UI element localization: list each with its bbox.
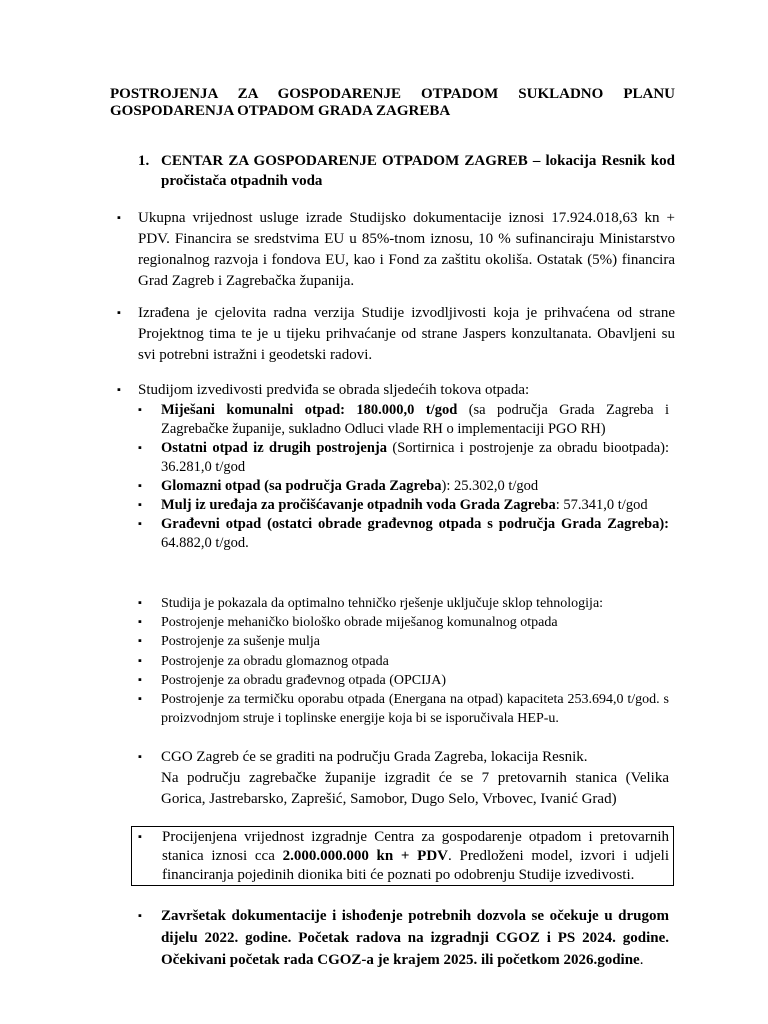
- list-item-text: Postrojenje za sušenje mulja: [161, 634, 321, 650]
- flow-name: Mulj iz uređaja za pročišćavanje otpadnih voda Grada Zagreba: [161, 497, 556, 513]
- paragraph-study-status: [117, 303, 675, 366]
- cgo-location: [138, 747, 669, 810]
- boxed-estimate-content: [138, 828, 669, 885]
- list-item: [138, 613, 669, 632]
- bullet-square-icon: ▪: [138, 831, 142, 843]
- bullet-square-icon: ▪: [138, 693, 142, 706]
- flow-detail: 64.882,0 t/god.: [161, 535, 249, 551]
- flow-detail: : 57.341,0 t/god: [555, 497, 648, 513]
- flow-name: Ostatni otpad iz drugih postrojenja: [161, 440, 387, 456]
- bullet-square-icon: ▪: [138, 518, 142, 530]
- list-item: [138, 747, 669, 810]
- list-item-text: Postrojenje za termičku oporabu otpada (Energana na otpad) kapaciteta 253.694,0 t/god. s proizvodnjom struje i toplinske energije koja bi se isporučivala HEP-u.: [161, 692, 669, 727]
- bullet-square-icon: ▪: [138, 751, 142, 763]
- paragraph-financing: [117, 208, 675, 292]
- paragraph-text: Ukupna vrijednost usluge izrade Studijsko dokumentacije iznosi 17.924.018,63 kn + PDV. Financira se sredstvima EU u 85%-tnom iznosu, 10 % sufinanciraju Ministarstvo regionalnog razvoja i fondova EU, kao i Fond za zaštitu okoliša. Ostatak (5%) financira Grad Zagreb i Zagrebačka županija.: [138, 210, 675, 289]
- bullet-square-icon: ▪: [138, 673, 142, 686]
- timeline-tail: .: [639, 952, 644, 968]
- timeline-bold: Završetak dokumentacije i ishođenje potrebnih dozvola se očekuje u drugom dijelu 2022. godine. Početak radova na izgradnji CGOZ i PS 2024. godine. Očekivani početak rada CGOZ-a je krajem 2025. ili početkom 2026.godine: [161, 908, 669, 968]
- bullet-square-icon: ▪: [138, 635, 142, 648]
- list-item: [138, 690, 669, 728]
- bullet-square-icon: ▪: [117, 212, 121, 224]
- list-item: [138, 594, 669, 613]
- bullet-square-icon: ▪: [138, 654, 142, 667]
- list-item-text: Studija je pokazala da optimalno tehničko rješenje uključuje sklop tehnologija:: [161, 596, 604, 611]
- estimate-text: [138, 828, 669, 885]
- stations-text: Na području zagrebačke županije izgradit će se 7 pretovarnih stanica (Velika Gorica, Jastrebarsko, Zaprešić, Samobor, Dugo Selo, Vrbovec, Ivanić Grad): [161, 770, 669, 807]
- bullet-square-icon: ▪: [117, 307, 121, 319]
- waste-flows-list: [138, 401, 669, 553]
- list-item: [138, 477, 669, 496]
- section-heading-text: CENTAR ZA GOSPODARENJE OTPADOM ZAGREB – lokacija Resnik kod pročistača otpadnih voda: [161, 153, 675, 189]
- document-title: POSTROJENJA ZA GOSPODARENJE OTPADOM SUKLADNO PLANU GOSPODARENJA OTPADOM GRADA ZAGREBA: [110, 86, 675, 119]
- section-number: 1.: [138, 153, 150, 169]
- bullet-square-icon: ▪: [138, 499, 142, 511]
- bullet-square-icon: ▪: [138, 616, 142, 629]
- paragraph-timeline: [138, 905, 669, 971]
- flow-detail: ): 25.302,0 t/god: [441, 478, 539, 494]
- estimate-amount: 2.000.000.000 kn + PDV: [282, 848, 449, 864]
- bullet-square-icon: ▪: [138, 910, 142, 922]
- flow-detail: (sa područja Grada Zagreba i Zagrebačke županije, sukladno Odluci vlade RH o implementaciji PGO RH): [161, 402, 669, 437]
- paragraph-text: Studijom izvedivosti predviđa se obrada sljedećih tokova otpada:: [138, 382, 530, 398]
- bullet-square-icon: ▪: [138, 597, 142, 609]
- bullet-square-icon: ▪: [117, 384, 121, 396]
- paragraph-text: Izrađena je cjelovita radna verzija Studije izvodljivosti koja je prihvaćena od strane Projektnog tima te je u tijeku prihvaćanje od strane Jaspers konzultanata. Obavljeni su svi potrebni istražni i geodetski radovi.: [138, 305, 675, 363]
- timeline-text: [138, 905, 669, 971]
- list-item: [138, 671, 669, 690]
- estimate-pre: Procijenjena vrijednost izgradnje Centra za gospodarenje otpadom i pretovarnih stanica iznosi cca: [162, 829, 669, 864]
- bullet-square-icon: ▪: [138, 442, 142, 454]
- boxed-estimate: [131, 826, 674, 886]
- bullet-square-icon: ▪: [138, 404, 142, 416]
- list-item-text: Postrojenje mehaničko biološko obrade miješanog komunalnog otpada: [161, 615, 558, 631]
- flow-detail: (Sortirnica i postrojenje za obradu biootpada): 36.281,0 t/god: [161, 440, 669, 475]
- estimate-post: . Predloženi model, izvori i udjeli financiranja pojedinih dionika biti će poznati po odobrenju Studije izvedivosti.: [162, 848, 669, 883]
- paragraph-waste-flows-intro: [117, 380, 675, 401]
- technology-list: [138, 594, 669, 728]
- list-item: [138, 401, 669, 439]
- list-item: [138, 632, 669, 651]
- flow-name: Miješani komunalni otpad: 180.000,0 t/god: [161, 402, 458, 418]
- list-item-text: Postrojenje za obradu glomaznog otpada: [161, 653, 389, 669]
- list-item: [138, 439, 669, 477]
- list-item-text: Postrojenje za obradu građevnog otpada (OPCIJA): [161, 672, 446, 688]
- section-heading: [138, 151, 675, 191]
- flow-name: Glomazni otpad (sa područja Grada Zagreba: [161, 478, 442, 494]
- list-item: [138, 515, 669, 553]
- flow-name: Građevni otpad (ostatci obrade građevnog otpada s područja Grada Zagreba):: [161, 516, 669, 532]
- bullet-square-icon: ▪: [138, 480, 142, 492]
- list-item: [138, 496, 669, 515]
- location-text: CGO Zagreb će se graditi na području Grada Zagreba, lokacija Resnik.: [161, 749, 588, 765]
- list-item: [138, 652, 669, 671]
